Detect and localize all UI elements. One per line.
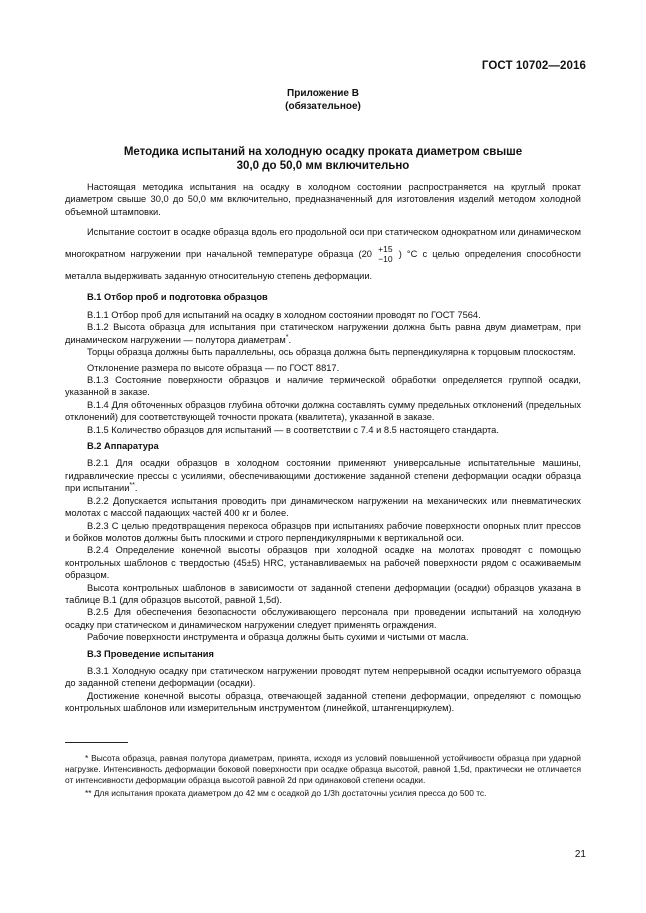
tolerance-lower: −10 (378, 253, 393, 264)
section-1-p2-end: . (288, 334, 292, 345)
section-2-p6: В.2.5 Для обеспечения безопасности обслуживающего персонала при проведении испытаний на холодную осадку при статическом и динамическом нагружении следует применять ограждения. (65, 607, 581, 630)
intro-paragraph-1: Настоящая методика испытания на осадку в холодном состоянии распространяется на круглый прокат диаметром свыше 30,0 до 50,0 мм включительно, предназначенный для изготовления изделий методом холодной объемной штамповки. (65, 182, 581, 217)
section-1-heading: В.1 Отбор проб и подготовка образцов (87, 292, 268, 303)
section-3-p1: В.3.1 Холодную осадку при статическом нагружении проводят путем непрерывной осадки испытуемого образца до заданной степени деформации (осадки). (65, 665, 581, 689)
section-1-p4: Отклонение размера по высоте образца — по ГОСТ 8817. (87, 362, 340, 373)
intro-paragraph-2 (65, 221, 581, 287)
section-2-p1-text: В.2.1 Для осадки образцов в холодном состоянии применяют универсальные испытательные машины, гидравлические прессы с усилиями, обеспечивающими достижение заданной степени деформации осадки образца при испытании (65, 458, 581, 494)
section-2-p2: В.2.2 Допускается испытания проводить при динамическом нагружении на механических или пневматических молотах с массой падающих частей 400 кг и более. (65, 495, 581, 519)
section-2-heading: В.2 Аппаратура (87, 441, 159, 452)
section-2-p1 (65, 457, 581, 494)
section-1-p6: В.1.4 Для обточенных образцов глубина обточки должна составлять сумму предельных отклонений (предельных отклонений) для соответствующей точности проката (квалитета), указанной в заказе. (65, 399, 581, 423)
footnote-2: ** Для испытания проката диаметром до 42 мм с осадкой до 1/3h достаточны усилия пресса до 500 тс. (85, 787, 487, 798)
temperature-tolerance (378, 245, 392, 264)
appendix-heading (0, 87, 646, 113)
section-2-p1-end: . (134, 483, 138, 494)
appendix-name: Приложение В (287, 88, 359, 99)
footnote-1: * Высота образца, равная полутора диаметрам, принята, исходя из условий повышенной устойчивости образца при ударной нагрузке. Интенсивность деформации боковой поверхности при осадке образца высотой, равной 1,5d, практически не отличается от интенсивности деформации образца высотой равной 2d при одинаковой степени осадки. (65, 753, 581, 786)
title-line-1: Методика испытаний на холодную осадку проката диаметром свыше (123, 146, 523, 158)
section-1-p3: Торцы образца должны быть параллельны, ось образца должна быть перпендикулярна к торцовым плоскостям. (87, 347, 576, 358)
standard-number: ГОСТ 10702—2016 (481, 60, 586, 72)
footnote-divider (65, 742, 128, 743)
document-body (65, 181, 581, 715)
section-2-p5: Высота контрольных шаблонов в зависимости от заданной степени деформации (осадки) образцов указана в таблице В.1 (для образцов высотой, равной 1,5d). (65, 582, 581, 605)
section-1-p7: В.1.5 Количество образцов для испытаний — в соответствии с 7.4 и 8.5 настоящего стандарта. (87, 424, 499, 435)
footnote-ref-2: ** (129, 482, 135, 490)
section-1-p2 (65, 321, 581, 346)
section-1-p1: В.1.1 Отбор проб для испытаний на осадку в холодном состоянии проводят по ГОСТ 7564. (87, 309, 481, 320)
appendix-status: (обязательное) (285, 101, 361, 112)
intro-p2-start: Испытание состоит в осадке образца вдоль его продольной оси при статическом однократном или динамическом многократном нагружении при начальной температуре образца (20 (65, 227, 581, 260)
document-title (0, 145, 646, 173)
section-3-heading: В.3 Проведение испытания (87, 648, 214, 659)
section-2-p4: В.2.4 Определение конечной высоты образцов при холодной осадке на молотах проводят с помощью контрольных шаблонов с твердостью (45±5) HRC, устанавливаемых на рабочей поверхности рядом с осаживаемым образцом. (65, 545, 581, 581)
section-2-p7: Рабочие поверхности инструмента и образца должны быть сухими и чистыми от масла. (87, 632, 469, 643)
intro-p2-end: ) °С с целью определения способности металла выдерживать заданную относительную степень деформации. (65, 249, 581, 282)
footnotes (65, 753, 581, 800)
section-1-p2-text: В.1.2 Высота образца для испытания при статическом нагружении должна быть равна двум диаметрам, при динамическом нагружении — полутора диаметрам (65, 322, 581, 345)
tolerance-upper: +15 (378, 244, 393, 255)
title-line-2: 30,0 до 50,0 мм включительно (236, 160, 410, 172)
footnote-ref-1: * (285, 333, 289, 341)
page-number: 21 (574, 849, 586, 860)
section-1-p5: В.1.3 Состояние поверхности образцов и наличие термической обработки определяется группой осадки, указанной в заказе. (65, 375, 581, 398)
section-3-p2: Достижение конечной высоты образца, отвечающей заданной степени деформации, определяют с помощью контрольных шаблонов или измерительным инструментом (линейкой, штангенциркулем). (65, 690, 581, 714)
section-2-p3: В.2.3 С целью предотвращения перекоса образцов при испытаниях рабочие поверхности опорных плит прессов и бойков молотов должны быть плоскими и строго перпендикулярными к вертикальной оси. (65, 520, 581, 543)
